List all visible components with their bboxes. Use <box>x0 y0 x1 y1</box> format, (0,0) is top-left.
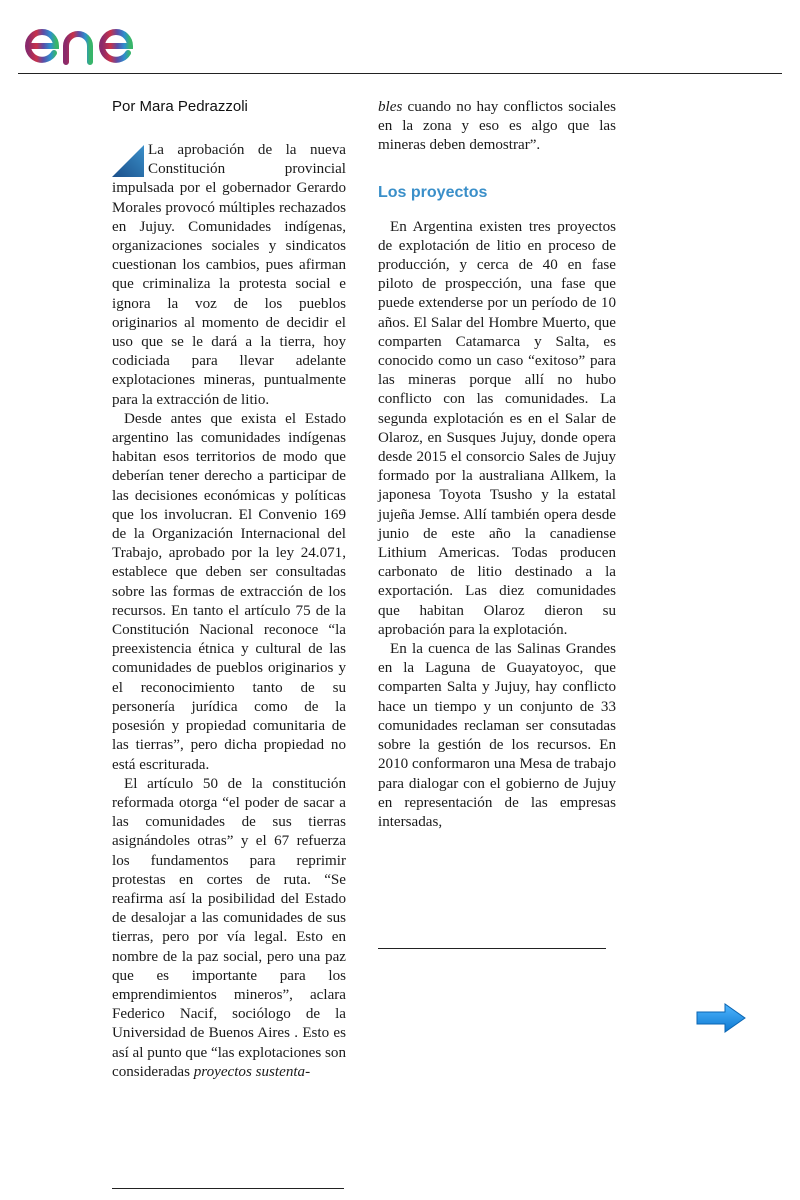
article-byline: Por Mara Pedrazzoli <box>112 98 248 115</box>
paragraph-4: En Argentina existen tres proyectos de explotación de litio en proceso de producción, y cerca de 40 en fase piloto de prospección, una fase que puede extenderse por un período de 10 años. El Salar del Hombre Muerto, que comparten Catamarca y Salta, es conocido como un caso “exitoso” para las mineras porque allí no hubo conflicto con las comunidades. La segunda explotación es en el Salar de Olaroz, en Susques Jujuy, donde opera desde 2015 el consorcio Sales de Jujuy formado por la australiana Allkem, la japonesa Toyota Tsusho y la estatal jujeña Jemse. Allí también opera desde junio de este año la canadiense Lithium Americas. Todas producen carbonato de litio destinado a la exportación. Las diez comunidades que habitan Olaroz dieron su aprobación para la explotación. <box>378 218 616 638</box>
paragraph-3-italic: proyectos sustenta- <box>193 1063 311 1080</box>
section-subheading: Los proyectos <box>378 183 488 201</box>
paragraph-5: En la cuenca de las Salinas Grandes en la Laguna de Guayatoyoc, que comparten Salta y Jujuy, hay conflicto hace un tiempo y un conjunto de 33 comunidades reclaman ser consutadas sobre la gestión de los recursos. En 2010 conformaron una Mesa de trabajo para dialogar con el gobierno de Jujuy en representación de las empresas intersadas, <box>378 641 616 830</box>
paragraph-3-text: El artículo 50 de la constitución reformada otorga “el poder de sacar a las comunidades de sus tierras asignándoles otras” y el 67 refuerza los fundamentos para reprimir protestas en cortes de ruta. “Se reafirma así la posibilidad del Estado de desalojar a las comunidades de sus tierras, pero por vía legal. Esto en nombre de la paz social, pero una paz que es importante para los emprendimientos mineros”, aclara Federico Nacif, sociólogo de la Universidad de Buenos Aires . Esto es así al punto que “las explotaciones son consideradas <box>112 775 346 1080</box>
article-column-left <box>112 98 346 1082</box>
right-arrow-icon <box>695 1002 747 1034</box>
triangle-dropcap-icon <box>112 145 144 177</box>
paragraph-continued-italic: bles <box>378 99 403 115</box>
paragraph-1-wrap <box>112 141 346 410</box>
next-page-button[interactable] <box>695 1002 747 1034</box>
paragraph-3 <box>112 775 346 1082</box>
article-column-right <box>378 98 616 832</box>
column-left-end-rule <box>112 1188 344 1189</box>
enel-logo-icon <box>18 6 188 70</box>
paragraph-2: Desde antes que exista el Estado argentino las comunidades indígenas habitan esos territorios de modo que deberían tener derecho a participar de las decisiones económicas y políticas que los involucran. El Convenio 169 de la Organización Internacional del Trabajo, aprobado por la ley 24.071, establece que deben ser consultadas sobre las formas de extracción de los recursos. En tanto el artículo 75 de la Constitución Nacional reconoce “la preexistencia étnica y cultural de las comunidades de pueblos originarios y el reconocimiento tanto de su personería jurídica como de la posesión y propiedad comunitaria de las tierras”, pero dicha propiedad no está escriturada. <box>112 410 346 773</box>
paragraph-continued-text: cuando no hay conflictos sociales en la zona y eso es algo que las mineras deben demostrar”. <box>378 99 616 154</box>
enel-logo <box>18 6 188 70</box>
column-right-end-rule <box>378 948 606 949</box>
paragraph-1: La aprobación de la nueva Constitución provincial impulsada por el gobernador Gerardo Morales provocó múltiples rechazados en Jujuy. Comunidades indígenas, organizaciones sociales y sindicatos cuestionan los cambios, pues afirman que criminaliza la protesta social e ignora la voz de los pueblos originarios al momento de decidir el uso que se le dará a la tierra, hoy codiciada para llevar adelante explotaciones mineras, puntualmente para la extracción de litio. <box>112 142 346 408</box>
header-divider <box>18 73 782 74</box>
paragraph-continued <box>378 98 616 156</box>
